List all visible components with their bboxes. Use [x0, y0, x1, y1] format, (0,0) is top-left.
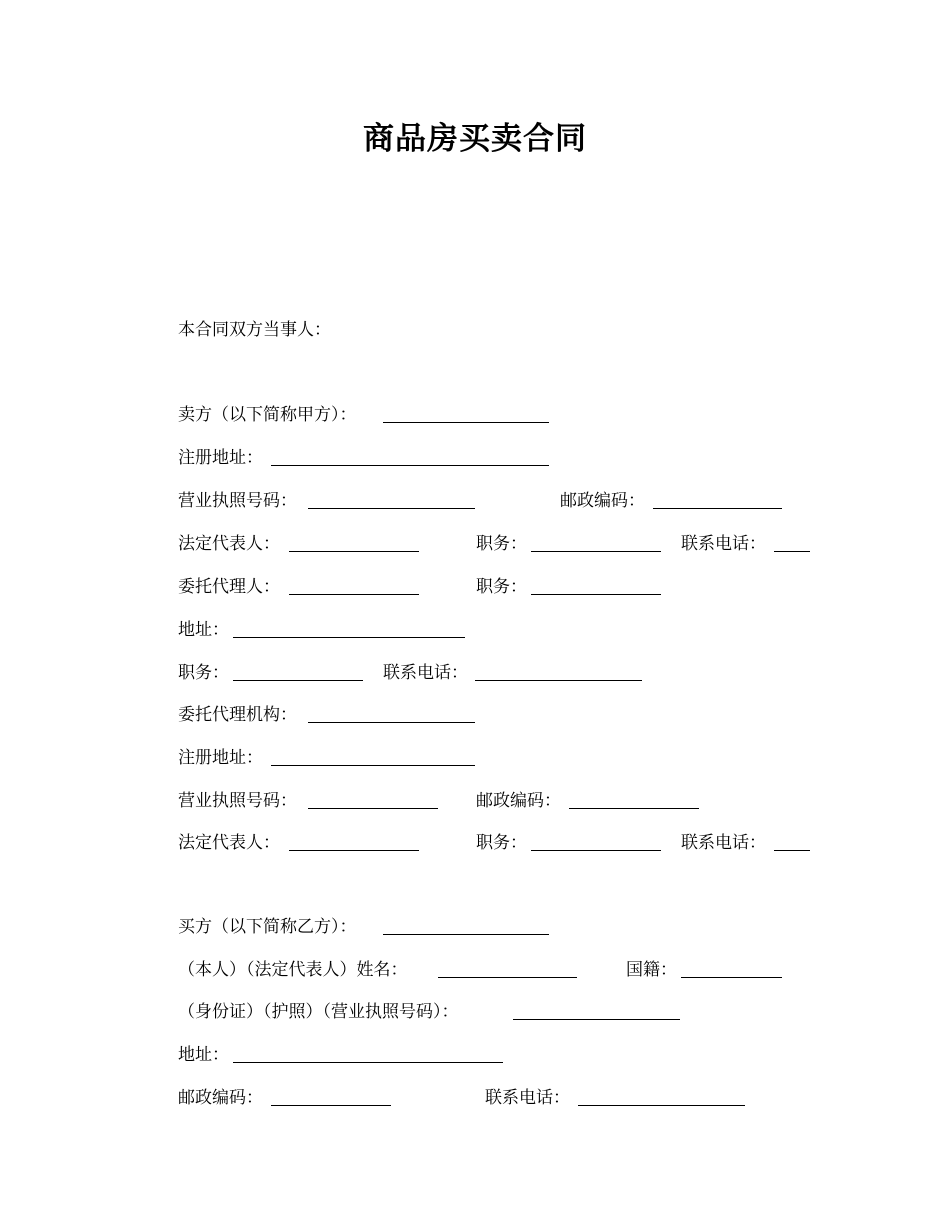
seller-reg-address-label: 注册地址：: [178, 448, 263, 468]
seller-agent-line: [178, 574, 818, 600]
buyer-postal-label: 邮政编码：: [178, 1088, 263, 1108]
agency-license-line: [178, 788, 818, 814]
buyer-header-label: 买方（以下简称乙方）：: [178, 917, 357, 937]
seller-reg-address-line: [178, 445, 818, 471]
seller-agency-blank[interactable]: [308, 722, 475, 723]
agency-legal-rep-line: [178, 830, 818, 856]
agency-reg-address-blank[interactable]: [271, 765, 475, 766]
agency-postal-blank[interactable]: [569, 808, 699, 809]
seller-agent-position-blank[interactable]: [531, 594, 661, 595]
buyer-nationality-blank[interactable]: [681, 977, 782, 978]
seller-agency-line: [178, 702, 818, 728]
seller-legal-rep-blank[interactable]: [289, 551, 419, 552]
seller-postal-blank[interactable]: [653, 508, 782, 509]
seller-address-label: 地址：: [178, 620, 229, 640]
seller-agent-contact-line: [178, 660, 818, 686]
seller-agent-position-label: 职务：: [476, 577, 527, 597]
agency-phone-label: 联系电话：: [681, 833, 766, 853]
seller-agent-label: 委托代理人：: [178, 577, 280, 597]
seller-header-line: [178, 402, 818, 428]
agency-phone-blank[interactable]: [774, 850, 810, 851]
buyer-address-blank[interactable]: [233, 1062, 503, 1063]
parties-intro: 本合同双方当事人：: [178, 320, 331, 340]
seller-agent-phone-blank[interactable]: [475, 680, 642, 681]
seller-agent-blank[interactable]: [289, 594, 419, 595]
seller-reg-address-blank[interactable]: [271, 465, 549, 466]
buyer-phone-blank[interactable]: [578, 1105, 745, 1106]
agency-reg-address-line: [178, 745, 818, 771]
seller-agent-position2-blank[interactable]: [233, 680, 363, 681]
agency-position-blank[interactable]: [531, 850, 661, 851]
buyer-postal-blank[interactable]: [271, 1105, 391, 1106]
seller-license-blank[interactable]: [308, 508, 475, 509]
seller-license-line: [178, 488, 818, 514]
agency-license-blank[interactable]: [308, 808, 438, 809]
agency-postal-label: 邮政编码：: [476, 791, 561, 811]
buyer-id-label: （身份证）（护照）（营业执照号码）：: [178, 1002, 459, 1022]
buyer-name-blank[interactable]: [383, 934, 549, 935]
buyer-header-line: [178, 914, 818, 940]
buyer-person-label: （本人）（法定代表人）姓名：: [178, 960, 408, 980]
agency-license-label: 营业执照号码：: [178, 791, 297, 811]
seller-agency-label: 委托代理机构：: [178, 705, 297, 725]
seller-position-blank[interactable]: [531, 551, 661, 552]
seller-agent-phone-label: 联系电话：: [383, 663, 468, 683]
seller-agent-position2-label: 职务：: [178, 663, 229, 683]
buyer-address-line: [178, 1042, 818, 1068]
agency-legal-rep-blank[interactable]: [289, 850, 419, 851]
seller-address-line: [178, 617, 818, 643]
agency-position-label: 职务：: [476, 833, 527, 853]
seller-phone-label: 联系电话：: [681, 534, 766, 554]
seller-phone-blank[interactable]: [774, 551, 810, 552]
seller-legal-rep-line: [178, 531, 818, 557]
seller-license-label: 营业执照号码：: [178, 491, 297, 511]
buyer-contact-line: [178, 1085, 818, 1111]
document-title: 商品房买卖合同: [363, 121, 587, 157]
buyer-nationality-label: 国籍：: [626, 960, 677, 980]
buyer-person-blank[interactable]: [438, 977, 577, 978]
buyer-address-label: 地址：: [178, 1045, 229, 1065]
buyer-phone-label: 联系电话：: [485, 1088, 570, 1108]
agency-legal-rep-label: 法定代表人：: [178, 833, 280, 853]
buyer-id-line: [178, 999, 818, 1025]
buyer-person-line: [178, 957, 818, 983]
parties-intro-line: [178, 317, 778, 343]
seller-position-label: 职务：: [476, 534, 527, 554]
seller-legal-rep-label: 法定代表人：: [178, 534, 280, 554]
seller-name-blank[interactable]: [383, 422, 549, 423]
seller-header-label: 卖方（以下简称甲方）：: [178, 405, 357, 425]
seller-postal-label: 邮政编码：: [560, 491, 645, 511]
buyer-id-blank[interactable]: [513, 1019, 680, 1020]
seller-address-blank[interactable]: [233, 637, 465, 638]
agency-reg-address-label: 注册地址：: [178, 748, 263, 768]
